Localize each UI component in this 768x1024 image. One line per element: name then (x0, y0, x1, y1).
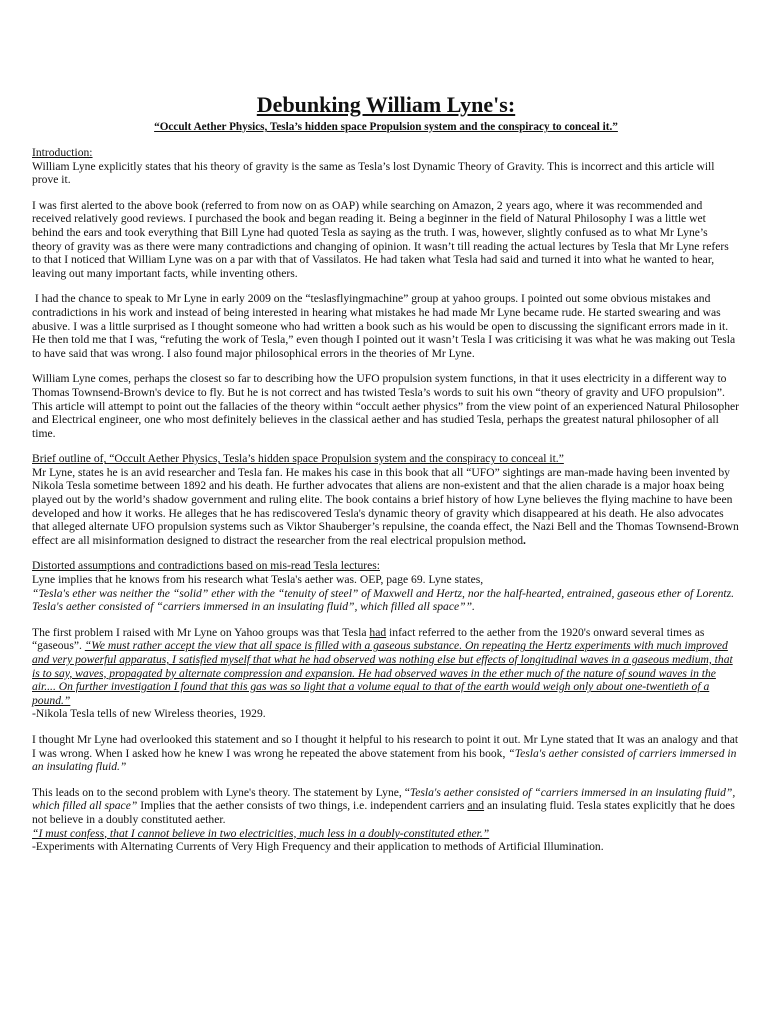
outline-section (32, 452, 740, 547)
document-subtitle: “Occult Aether Physics, Tesla’s hidden space Propulsion system and the conspiracy to conceal it.” (154, 121, 618, 133)
intro-paragraph-4: William Lyne comes, perhaps the closest so far to describing how the UFO propulsion system functions, in that it uses electricity in a different way to Thomas Townsend-Brown's device to fly. But he is not correct and has twisted Tesla’s words to suit his own “theory of gravity and UFO propulsion”. This article will attempt to point out the fallacies of the theory within “occult aether physics” from the view point of an experienced Natural Philosopher and Electrical engineer, one who most definitely believes in the classical aether and has studied Tesla, perhaps the greatest natural philosopher of all time. (32, 372, 740, 440)
p3-quote: “Tesla's aether consisted of carriers immersed in an insulating fluid.” (32, 746, 737, 774)
outline-heading: Brief outline of, “Occult Aether Physics, Tesla’s hidden space Propulsion system and the conspiracy to conceal it.” (32, 452, 564, 466)
p4-text-a: This leads on to the second problem with Lyne's theory. The statement by Lyne, “ (32, 785, 410, 799)
p4-and: and (467, 799, 485, 813)
distorted-paragraph-2 (32, 626, 740, 708)
distorted-heading: Distorted assumptions and contradictions based on mis-read Tesla lectures: (32, 559, 380, 573)
intro-paragraph-1: William Lyne explicitly states that his theory of gravity is the same as Tesla’s lost Dynamic Theory of Gravity. This is incorrect and this article will prove it. (32, 159, 715, 187)
p4-text-b: Implies that the aether consists of two things, i.e. independent carriers (137, 799, 468, 813)
document-title: Debunking William Lyne's: (256, 92, 516, 117)
p2-had: had (369, 625, 387, 639)
distorted-paragraph-1: Lyne implies that he knows from his research what Tesla's aether was. OEP, page 69. Lyne states, (32, 573, 484, 587)
p3-text: I thought Mr Lyne had overlooked this statement and so I thought it helpful to his research to point it out. Mr Lyne stated that It was an analogy and that I was wrong. When I asked how he knew I was wrong he repeated the above statement from his book, (32, 732, 739, 760)
p4-text-c: an insulating fluid. Tesla states explicitly that he does not believe in a doubly constituted aether. (32, 799, 735, 826)
outline-paragraph (32, 466, 740, 548)
lyne-quote: “Tesla's ether was neither the “solid” ether with the “tenuity of steel” of Maxwell and Hertz, nor the half-hearted, entrained, gaseous ether of Lorentz. Tesla's aether consisted of “carriers immersed in an insulating fluid”, which filled all space””. (32, 586, 735, 614)
tesla-electricities-quote: “I must confess, that I cannot believe in two electricities, much less in a doubly-constituted ether.” (32, 826, 490, 840)
distorted-paragraph-4 (32, 786, 740, 827)
p4-quote: Tesla's aether consisted of “carriers immersed in an insulating fluid”, which filled all space” (32, 785, 736, 813)
introduction-section (32, 146, 740, 440)
citation-1929: -Nikola Tesla tells of new Wireless theories, 1929. (32, 707, 266, 721)
p2-text-b: infact referred to the aether from the 1920's onward several times as “gaseous”. (32, 625, 705, 653)
tesla-gaseous-quote: “We must rather accept the view that all space is filled with a gaseous substance. On repeating the Hertz experiments with much improved and very powerful apparatus, I satisfied myself that what he had observed was nothing else but effects of longitudinal waves in a gaseous medium, that is to say, waves, propagated by alternate compression and expansion. He had observed waves in the ether much of the nature of sound waves in the air.... On further investigation I found that this gas was so light that a volume equal to that of the earth would weigh only about one-twentieth of a pound.” (32, 639, 733, 707)
outline-paragraph-end: . (523, 533, 526, 547)
outline-paragraph-text: Mr Lyne, states he is an avid researcher and Tesla fan. He makes his case in this book that all “UFO” sightings are man-made having been invented by Nikola Tesla sometime between 1892 and his death. He further advocates that aliens are non-existent and that the alien charade is a major hoax being played out by the world’s shadow government and ruling elite. The book contains a brief history of how Lyne believes the flying machine to have been developed and how it works. He alleges that he has rediscovered Tesla's dynamic theory of gravity which disappeared at his death. He also advocates that alleged alternate UFO propulsion systems such as Viktor Shauberger’s repulsine, the coanda effect, the Nazi Bell and the Thomas Townsend-Brown effect are all misinformation designed to distract the researcher from the real electrical propulsion method (32, 465, 739, 547)
introduction-heading: Introduction: (32, 146, 93, 159)
citation-alternating-currents: -Experiments with Alternating Currents of Very High Frequency and their application to methods of Artificial Illumination. (32, 840, 604, 854)
intro-paragraph-2: I was first alerted to the above book (referred to from now on as OAP) while searching on Amazon, 2 years ago, where it was recommended and received relatively good reviews. I purchased the book and began reading it. Being a beginner in the field of Natural Philosophy I was a little wet behind the ears and took everything that Bill Lyne had quoted Tesla as saying as the truth. I was, however, slightly confused as to what Mr Lyne’s theory of gravity was as there were many contradictions and changing of opinion. It wasn’t till reading the actual lectures by Tesla that Mr Lyne refers to that I noticed that William Lyne was on a par with that of Vassilatos. He had taken what Tesla had said and turned it into what he wanted to hear, leaving out many important facts, while inventing others. (32, 198, 729, 280)
distorted-section (32, 559, 740, 853)
intro-paragraph-3: I had the chance to speak to Mr Lyne in early 2009 on the “teslasflyingmachine” group at yahoo groups. I pointed out some obvious mistakes and contradictions in his work and instead of being interested in hearing what mistakes he had made Mr Lyne became rude. He started swearing and was abusive. I was a little surprised as I thought someone who had written a book such as his would be open to discussing the significant errors made in it. He then told me that I was, “refuting the work of Tesla,” even though I pointed out it wasn’t Tesla I was criticising it was what he was making out Tesla to have said that was wrong. I also found major philosophical errors in the theories of Mr Lyne. (32, 292, 736, 360)
distorted-paragraph-3 (32, 733, 740, 774)
p2-text-a: The first problem I raised with Mr Lyne on Yahoo groups was that Tesla (32, 625, 370, 639)
